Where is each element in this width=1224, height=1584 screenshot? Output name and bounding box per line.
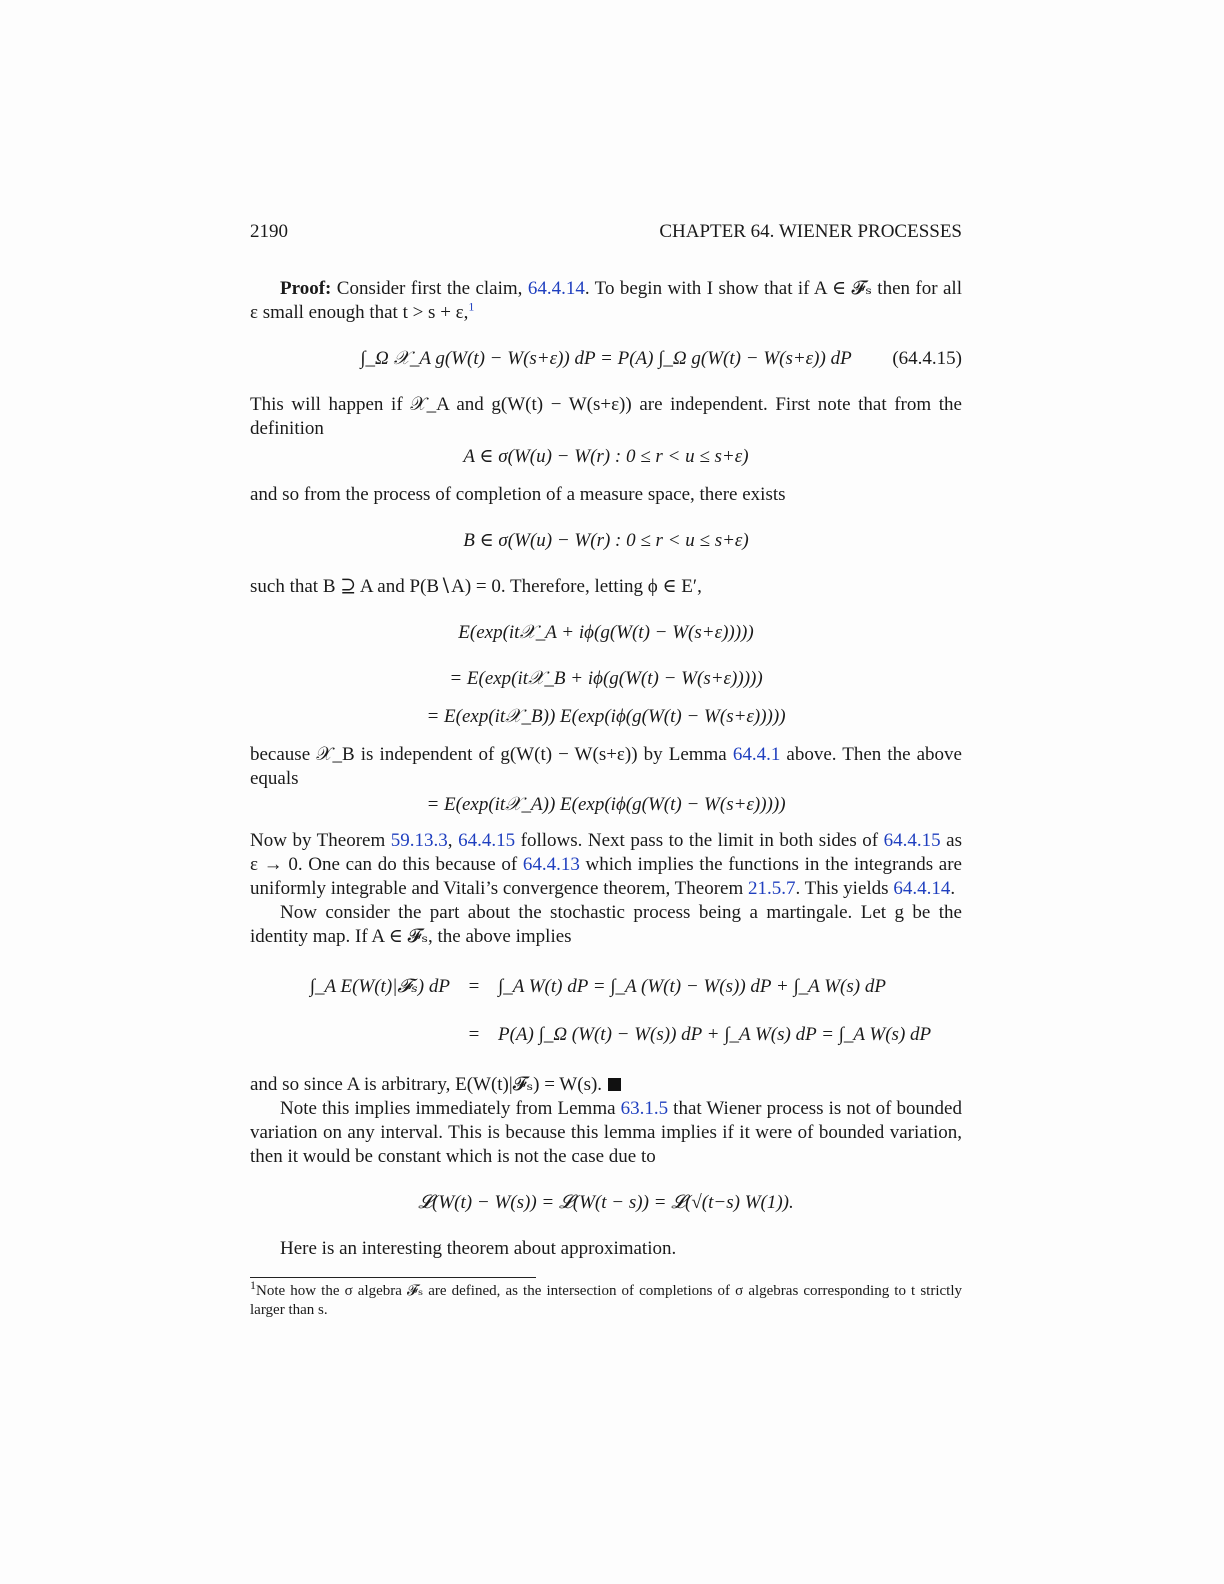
paragraph: because 𝒳_B is independent of g(W(t) − W(s+ε)) by Lemma 64.4.1 above. Then the above equals <box>250 744 962 789</box>
ref-link[interactable]: 64.4.14 <box>527 278 585 299</box>
paragraph-proof-intro: Proof: Consider first the claim, 64.4.14. To begin with I show that if A ∈ 𝓕ₛ then for all ε small enough that t > s + ε,$^1$ <box>250 278 962 323</box>
paragraph: such that B ⊇ A and P(B∖A) = 0. Therefore, letting ϕ ∈ E′, <box>250 576 702 597</box>
footnote: $^1$Note how the σ algebra 𝓕ₛ are defined, as the intersection of completions of σ algebras corresponding to t strictly larger than s. <box>250 1278 962 1318</box>
paragraph: and so from the process of completion of a measure space, there exists <box>250 484 786 505</box>
chapter-title: CHAPTER 64. WIENER PROCESSES <box>659 221 962 242</box>
ref-link[interactable]: 64.4.13 <box>522 854 580 875</box>
paragraph: This will happen if 𝒳_A and g(W(t) − W(s+ε)) are independent. First note that from the definition <box>250 394 962 439</box>
paragraph: and so since A is arbitrary, E(W(t)|𝓕ₛ) = W(s). <box>250 1073 962 1097</box>
paragraph: Now by Theorem 59.13.3, 64.4.15 follows. Next pass to the limit in both sides of 64.4.15 as ε → 0. One can do this because of 64.4.13 which implies the functions in the integrands are uniformly integrable and Vitali’s convergence theorem, Theorem 21.5.7. This yields 64.4.14. <box>250 830 963 899</box>
footnote-mark: 1 <box>250 1278 256 1292</box>
footnote-divider <box>250 1277 536 1278</box>
ref-link[interactable]: 63.1.5 <box>620 1098 669 1119</box>
equation-line: = E(exp(it𝒳_A)) E(exp(iϕ(g(W(t) − W(s+ε))))) <box>426 794 786 815</box>
equation-line: E(exp(it𝒳_A + iϕ(g(W(t) − W(s+ε))))) <box>458 622 754 643</box>
paragraph: Now consider the part about the stochastic process being a martingale. Let g be the identity map. If A ∈ 𝓕ₛ, the above implies <box>250 902 962 947</box>
paragraph: Note this implies immediately from Lemma 63.1.5 that Wiener process is not of bounded variation on any interval. This is because this lemma implies if it were of bounded variation, then it would be constant which is not the case due to <box>250 1098 962 1167</box>
equation-number: (64.4.15) <box>892 348 962 369</box>
footnote-ref[interactable]: 1 <box>468 299 475 314</box>
running-header <box>250 220 962 244</box>
equation-text: ∫_Ω 𝒳_A g(W(t) − W(s+ε)) dP = P(A) ∫_Ω g(W(t) − W(s+ε)) dP <box>360 348 852 369</box>
equation-law: 𝓛(W(t) − W(s)) = 𝓛(W(t − s)) = 𝓛(√(t−s) W(1)). <box>418 1192 794 1213</box>
page-number: 2190 <box>250 221 288 242</box>
proof-label: Proof: <box>280 278 332 299</box>
qed-square-icon <box>608 1078 621 1091</box>
equation-line: = E(exp(it𝒳_B + iϕ(g(W(t) − W(s+ε))))) <box>449 668 763 689</box>
ref-link[interactable]: 64.4.1 <box>732 744 781 765</box>
paragraph: Here is an interesting theorem about approximation. <box>280 1238 677 1259</box>
ref-link[interactable]: 59.13.3 <box>390 830 448 851</box>
ref-link[interactable]: 64.4.14 <box>893 878 951 899</box>
equation-aligned: = P(A) ∫_Ω (W(t) − W(s)) dP + ∫_A W(s) dP = ∫_A W(s) dP <box>468 1024 932 1045</box>
equation-64-4-15 <box>250 347 962 371</box>
page <box>250 220 962 1320</box>
ref-link[interactable]: 21.5.7 <box>747 878 796 899</box>
equation-line: = E(exp(it𝒳_B)) E(exp(iϕ(g(W(t) − W(s+ε))))) <box>426 706 786 727</box>
equation-aligned: ∫_A E(W(t)|𝓕ₛ) dP = ∫_A W(t) dP = ∫_A (W(t) − W(s)) dP + ∫_A W(s) dP <box>309 976 886 997</box>
ref-link[interactable]: 64.4.15 <box>883 830 941 851</box>
equation-a-in-sigma: A ∈ σ(W(u) − W(r) : 0 ≤ r < u ≤ s+ε) <box>463 446 749 467</box>
ref-link[interactable]: 64.4.15 <box>458 830 516 851</box>
equation-b-in-sigma: B ∈ σ(W(u) − W(r) : 0 ≤ r < u ≤ s+ε) <box>463 530 749 551</box>
